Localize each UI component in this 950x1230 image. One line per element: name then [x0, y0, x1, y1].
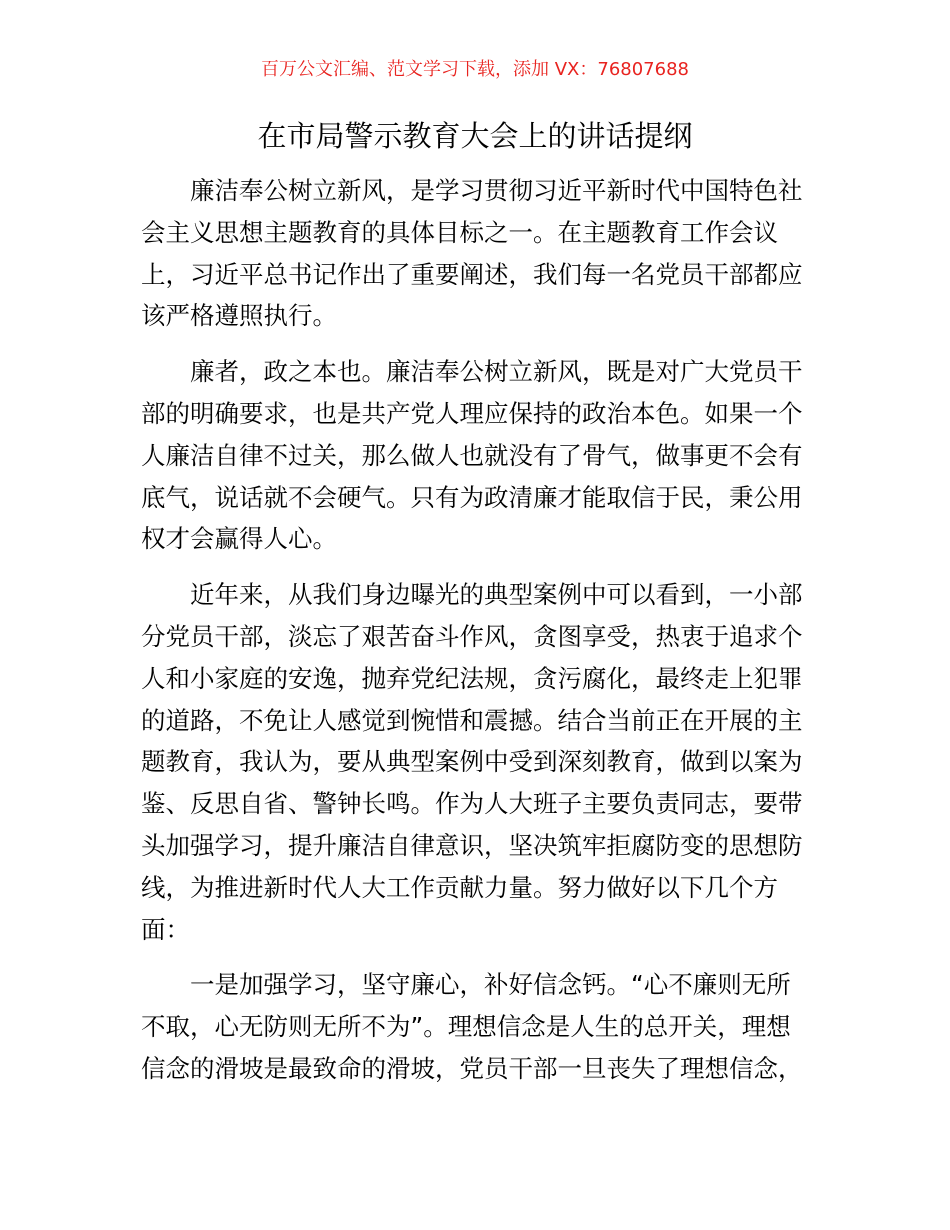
paragraph-line: 近年来，从我们身边曝光的典型案例中可以看到，一小部 [190, 580, 803, 610]
paragraph-line: 的道路，不免让人感觉到惋惜和震撼。结合当前正在开展的主 [141, 705, 803, 735]
paragraph-line: 会主义思想主题教育的具体目标之一。在主题教育工作会议 [141, 217, 778, 247]
paragraph-1 [141, 170, 814, 337]
paragraph-line: 鉴、反思自省、警钟长鸣。作为人大班子主要负责同志，要带 [141, 789, 803, 819]
paragraph-line: 分党员干部，淡忘了艰苦奋斗作风，贪图享受，热衷于追求个 [141, 621, 803, 651]
paragraph-2 [141, 351, 814, 560]
paragraph-line: 人和小家庭的安逸，抛弃党纪法规，贪污腐化，最终走上犯罪 [141, 663, 803, 693]
paragraph-4 [141, 964, 814, 1089]
document-body [141, 170, 814, 1104]
paragraph-line: 部的明确要求，也是共产党人理应保持的政治本色。如果一个 [141, 398, 803, 428]
paragraph-line: 题教育，我认为，要从典型案例中受到深刻教育，做到以案为 [141, 747, 803, 777]
paragraph-line: 人廉洁自律不过关，那么做人也就没有了骨气，做事更不会有 [141, 440, 803, 470]
paragraph-line: 不取，心无防则无所不为”。理想信念是人生的总开关，理想 [141, 1012, 791, 1042]
paragraph-line: 上，习近平总书记作出了重要阐述，我们每一名党员干部都应 [141, 259, 803, 289]
paragraph-line: 线，为推进新时代人大工作贡献力量。努力做好以下几个方 [141, 872, 778, 902]
header-banner: 百万公文汇编、范文学习下载，添加 VX：76807688 [261, 59, 689, 80]
paragraph-3 [141, 574, 814, 950]
paragraph-line: 信念的滑坡是最致命的滑坡，党员干部一旦丧失了理想信念， [141, 1053, 803, 1083]
paragraph-line: 一是加强学习，坚守廉心，补好信念钙。“心不廉则无所 [190, 970, 791, 1000]
paragraph-line: 底气，说话就不会硬气。只有为政清廉才能取信于民，秉公用 [141, 482, 803, 512]
paragraph-line: 廉者，政之本也。廉洁奉公树立新风，既是对广大党员干 [190, 357, 803, 387]
paragraph-line: 头加强学习，提升廉洁自律意识，坚决筑牢拒腐防变的思想防 [141, 830, 803, 860]
paragraph-line: 廉洁奉公树立新风，是学习贯彻习近平新时代中国特色社 [190, 176, 803, 205]
paragraph-line: 权才会赢得人心。 [141, 524, 337, 554]
document-title: 在市局警示教育大会上的讲话提纲 [257, 119, 693, 153]
paragraph-line: 面： [141, 914, 190, 944]
paragraph-line: 该严格遵照执行。 [141, 301, 337, 331]
